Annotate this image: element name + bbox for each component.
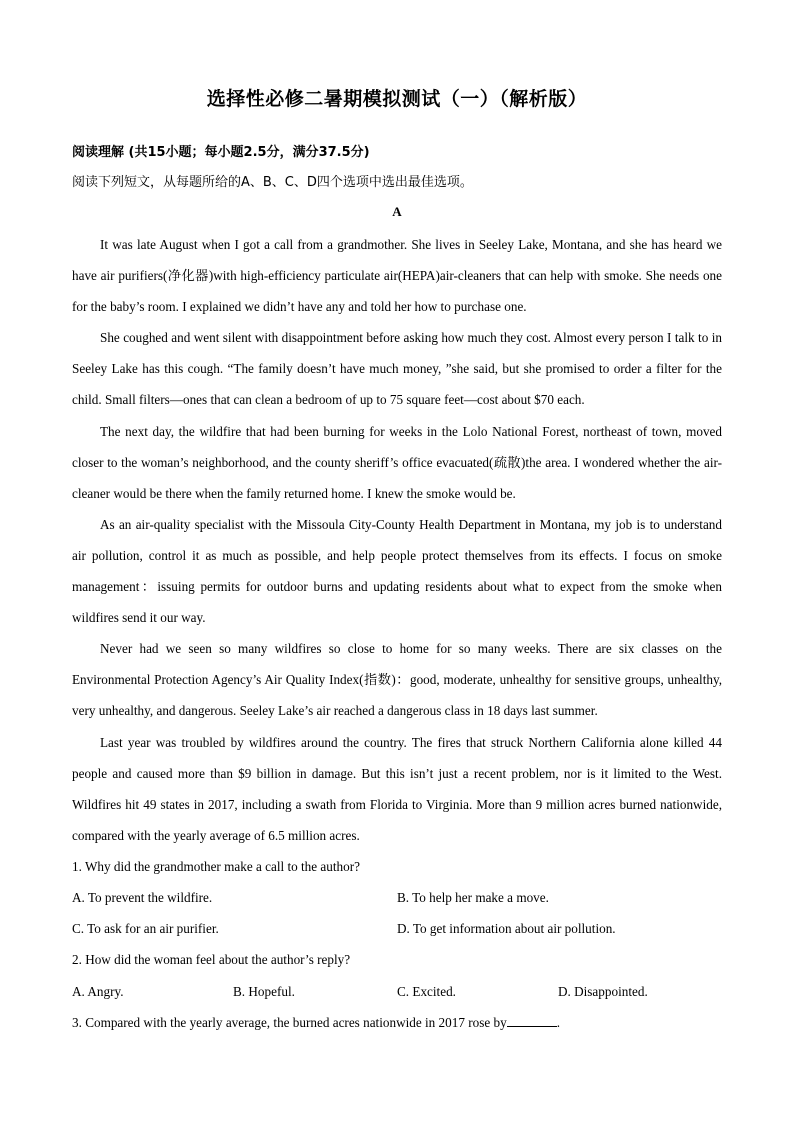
question-3-stem: 3. Compared with the yearly average, the burned acres nationwide in 2017 rose by [72,1015,507,1030]
question-3 [72,1015,560,1031]
passage-label: A [392,204,402,219]
section-heading: 阅读理解 (共15小题；每小题2.5分，满分37.5分) [72,145,370,160]
question-1-option-c: C. To ask for an air purifier. [72,921,219,936]
question-2-option-a: A. Angry. [72,984,124,999]
question-2-option-d: D. Disappointed. [558,984,648,999]
question-1-option-d: D. To get information about air pollution. [397,921,616,936]
passage-paragraph-5: Never had we seen so many wildfires so close to home for so many weeks. There are six classes on the Environmental Protection Agency’s Air Quality Index(指数)：good, moderate, unhealthy for sensitive groups, unhealthy, very unhealthy, and dangerous. Seeley Lake’s air reached a dangerous class in 18 days last summer. [72,641,722,719]
document-title: 选择性必修二暑期模拟测试（一）（解析版） [206,88,588,110]
question-1-option-b: B. To help her make a move. [397,890,549,905]
answer-blank [507,1015,557,1027]
instruction-text: 阅读下列短文，从每题所给的A、B、C、D四个选项中选出最佳选项。 [72,175,473,190]
passage-paragraph-4: As an air-quality specialist with the Missoula City-County Health Department in Montana, my job is to understand air pollution, control it as much as possible, and help people protect themselves from its effects. I focus on smoke management：issuing permits for outdoor burns and updating residents about what to expect from the smoke when wildfires send it our way. [72,516,722,626]
passage-paragraph-3: The next day, the wildfire that had been burning for weeks in the Lolo National Forest, northeast of town, moved closer to the woman’s neighborhood, and the county sheriff’s office evacuated(疏散)the area. I wondered whether the air-cleaner would be there when the family returned home. I knew the smoke would be. [72,423,722,501]
question-3-stem-suffix: . [556,1015,560,1030]
passage-paragraph-6: Last year was troubled by wildfires around the country. The fires that struck Northern California alone killed 44 people and caused more than $9 billion in damage. But this isn’t just a recent problem, nor is it limited to the West. Wildfires hit 49 states in 2017, including a swath from Florida to Virginia. More than 9 million acres burned nationwide, compared with the yearly average of 6.5 million acres. [72,734,722,843]
question-2-option-c: C. Excited. [397,984,456,999]
passage-paragraph-1: It was late August when I got a call from a grandmother. She lives in Seeley Lake, Montana, and she has heard we have air purifiers(净化器)with high-efficiency particulate air(HEPA)air-cleaners that can help with smoke. She needs one for the baby’s room. I explained we didn’t have any and told her how to purchase one. [72,237,722,315]
question-1-stem: 1. Why did the grandmother make a call to the author? [72,859,360,874]
question-2-option-b: B. Hopeful. [233,984,295,999]
passage-body [72,229,722,851]
question-1-option-a: A. To prevent the wildfire. [72,890,213,905]
passage-paragraph-2: She coughed and went silent with disappointment before asking how much they cost. Almost every person I talk to in Seeley Lake has this cough. “The family doesn’t have much money, ”she said, but she promised to order a filter for the child. Small filters—ones that can clean a bedroom of up to 75 square feet—cost about $70 each. [72,330,722,408]
question-2-stem: 2. How did the woman feel about the author’s reply? [72,952,351,967]
